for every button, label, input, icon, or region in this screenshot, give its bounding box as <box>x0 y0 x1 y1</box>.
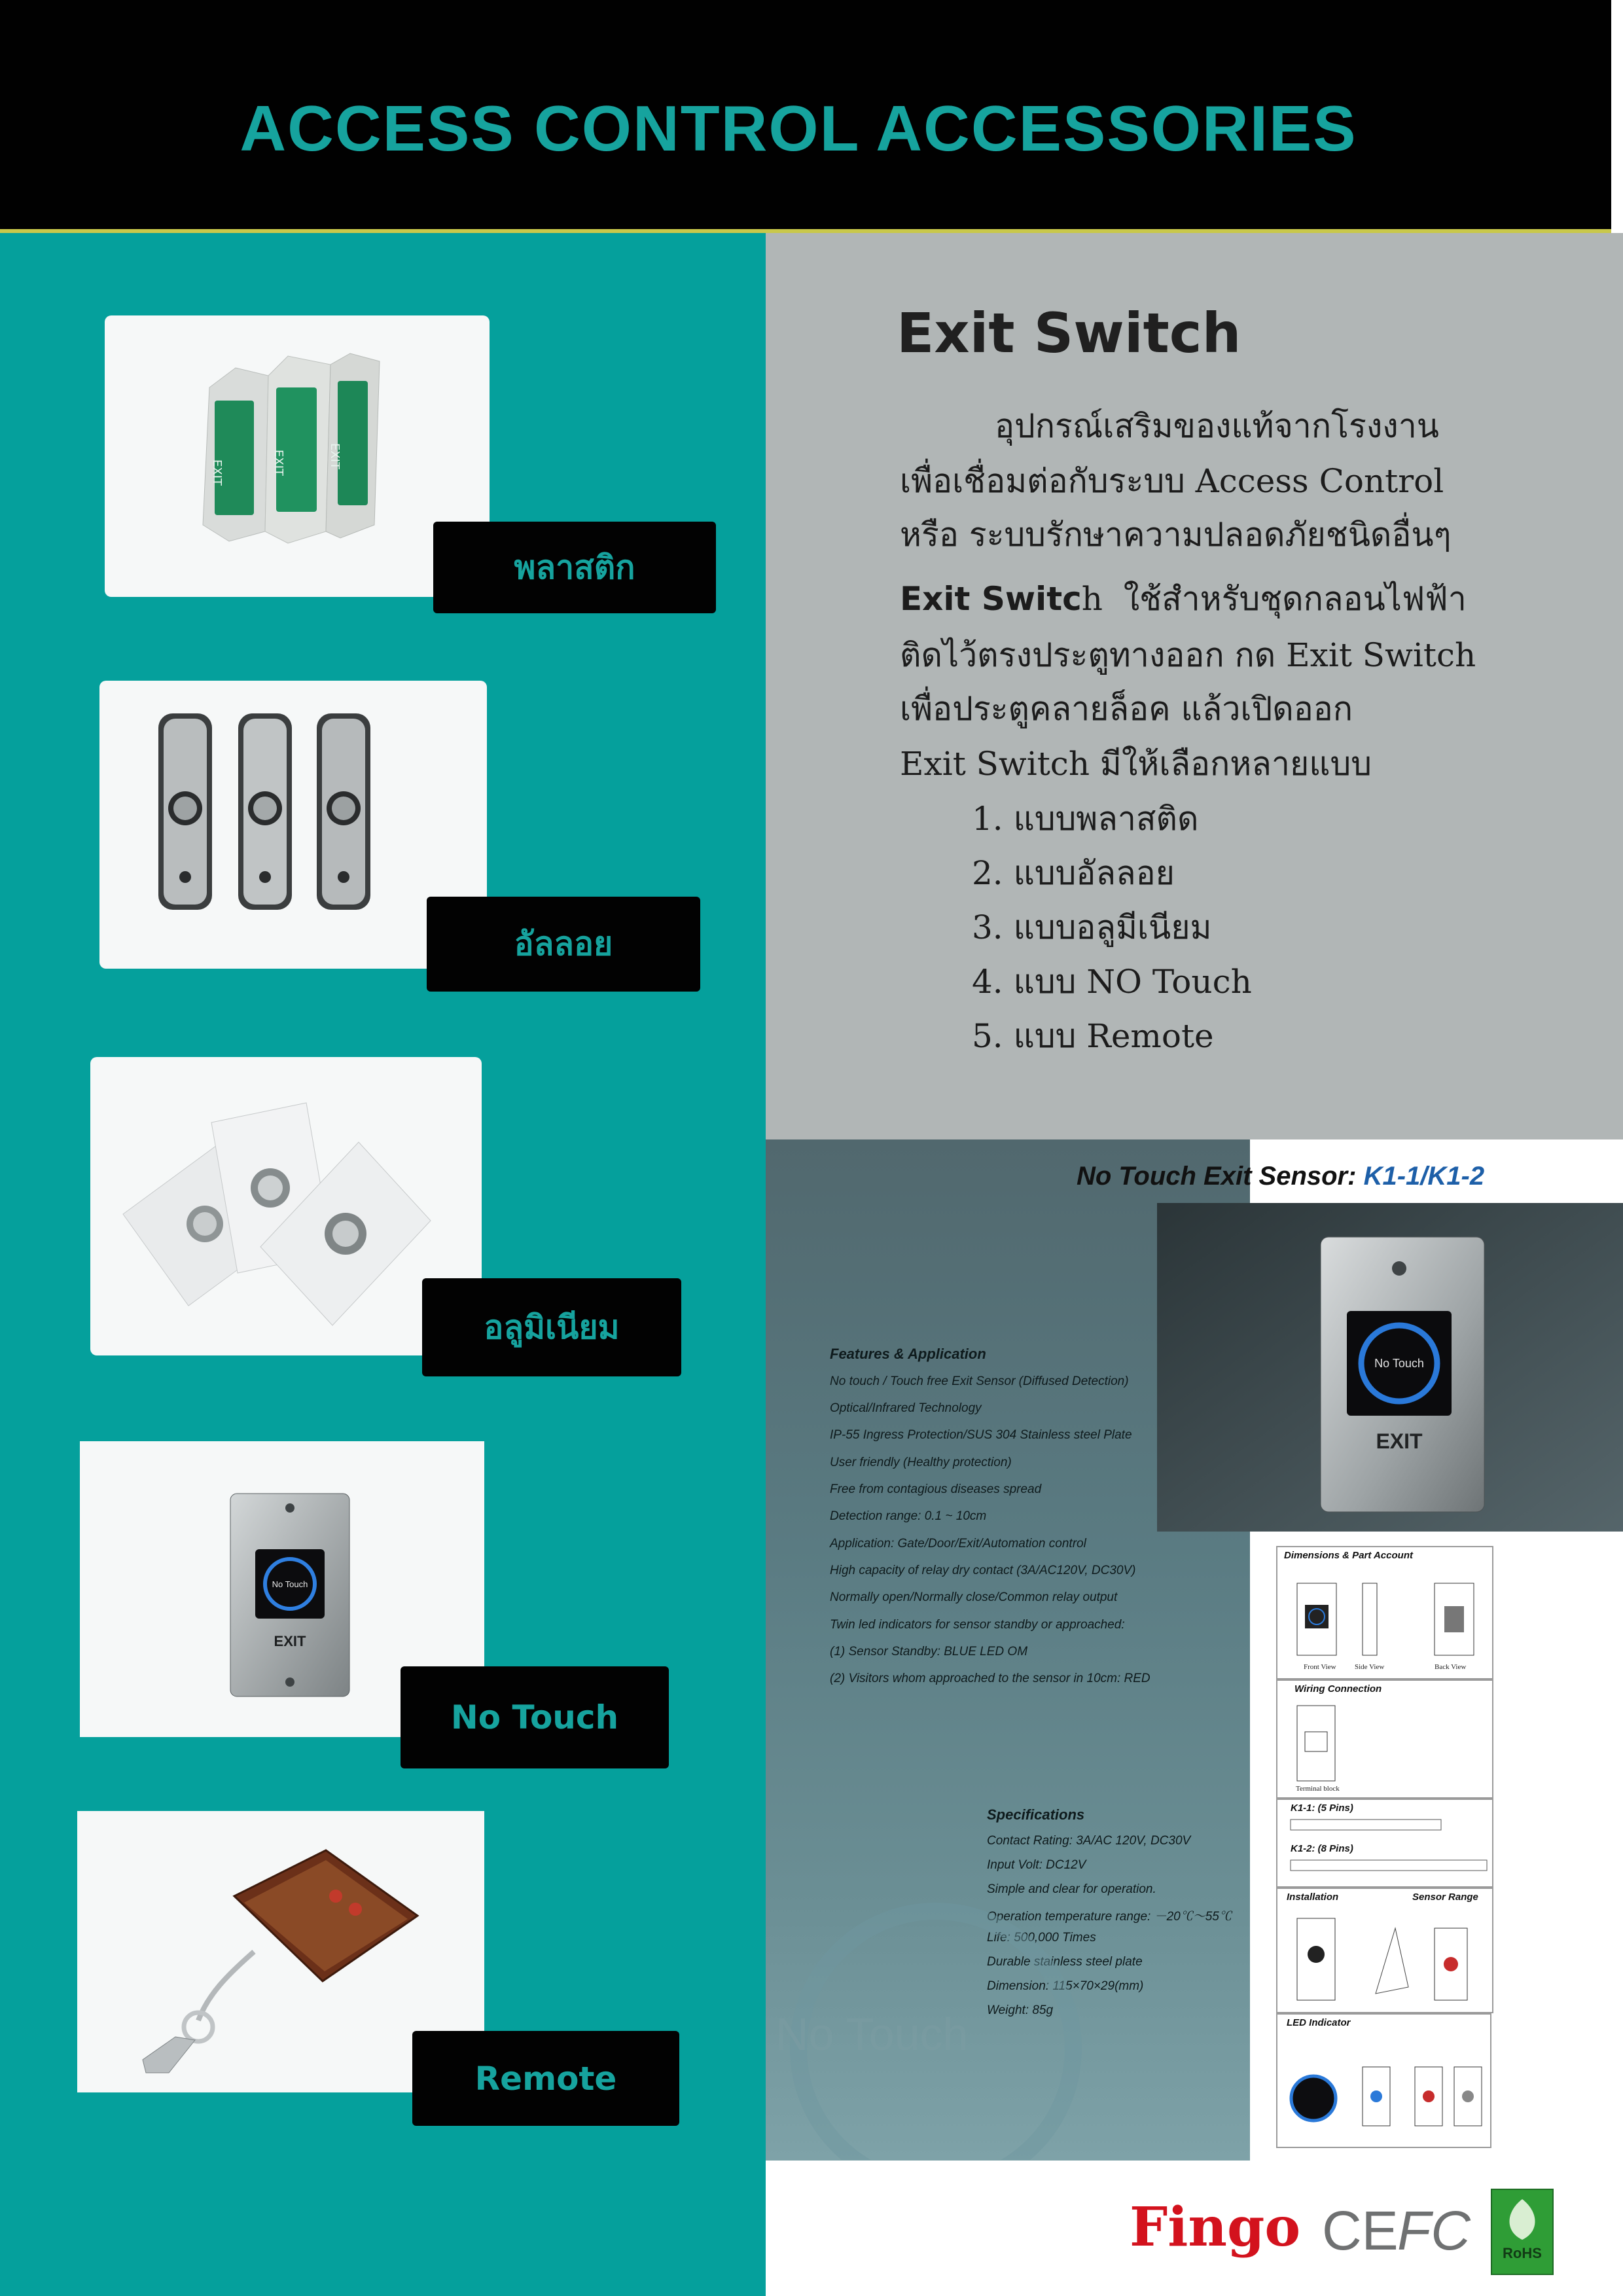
dimensions-diagram <box>1276 1546 1493 1679</box>
pins-k1-2: K1-2: (8 Pins) <box>1291 1843 1353 1854</box>
spec-item: Simple and clear for operation. <box>987 1882 1156 1896</box>
no-touch-watermark: No Touch <box>776 2009 969 2060</box>
description-line: ติดไว้ตรงประตูทางออก กด Exit Switch <box>900 636 1476 674</box>
installation-diagram <box>1276 1888 1493 2013</box>
spec-item: Operation temperature range: －20℃～55℃ <box>987 1910 1232 1924</box>
ce-mark: CE <box>1322 2200 1399 2261</box>
feature-item: User friendly (Healthy protection) <box>830 1456 1012 1469</box>
rohs-badge <box>1491 2189 1554 2275</box>
wiring-drawing <box>1277 1681 1492 1797</box>
plastic-exit-label: EXIT <box>328 443 342 470</box>
description-line: เพื่อเชื่อมต่อกับระบบ Access Control <box>900 462 1444 500</box>
bold-exit-switch: Exit Switc <box>900 580 1082 618</box>
dimensions-title: Dimensions & Part Account <box>1284 1550 1413 1561</box>
installation-drawing <box>1277 1889 1492 2012</box>
led-title: LED Indicator <box>1287 2017 1351 2028</box>
photo-button-text: No Touch <box>1374 1357 1424 1370</box>
feature-item: No touch / Touch free Exit Sensor (Diffused Detection) <box>830 1374 1129 1388</box>
view-label: Side View <box>1355 1663 1385 1671</box>
features-title: Features & Application <box>830 1346 986 1362</box>
spec-item: Input Volt: DC12V <box>987 1858 1086 1872</box>
description-line: เพื่อประตูคลายล็อค แล้วเปิดออก <box>900 690 1353 728</box>
exit-switch-tail: h <box>1081 580 1103 618</box>
spec-item: Contact Rating: 3A/AC 120V, DC30V <box>987 1834 1191 1848</box>
terminal-label: Terminal block <box>1296 1785 1340 1793</box>
specifications-title: Specifications <box>987 1806 1085 1823</box>
led-indicator-diagram <box>1276 2013 1491 2148</box>
pins-k1-1: K1-1: (5 Pins) <box>1291 1803 1353 1814</box>
feature-item: (2) Visitors whom approached to the sensor in 10cm: RED <box>830 1672 1150 1685</box>
spec-item: Life: 500,000 Times <box>987 1931 1096 1945</box>
feature-item: Optical/Infrared Technology <box>830 1401 982 1415</box>
description-text: ใช้สำหรับชุดกลอนไฟฟ้า <box>1123 580 1467 618</box>
feature-item: Application: Gate/Door/Exit/Automation control <box>830 1537 1086 1551</box>
view-label: Back View <box>1435 1663 1467 1671</box>
feature-item: Detection range: 0.1 ~ 10cm <box>830 1509 987 1523</box>
page-title: ACCESS CONTROL ACCESSORIES <box>240 92 1357 164</box>
product-label-plastic: พลาสติก <box>433 522 716 613</box>
product-card-plastic <box>105 315 490 597</box>
photo-exit-text: EXIT <box>1376 1429 1423 1453</box>
rohs-text: RoHS <box>1503 2245 1542 2261</box>
sensor-photo <box>1157 1203 1623 1532</box>
spec-item: Durable stainless steel plate <box>987 1955 1143 1969</box>
plastic-exit-label: EXIT <box>210 459 224 486</box>
no-touch-exit-text: EXIT <box>274 1633 306 1649</box>
type-item: 1. แบบพลาสติด <box>972 800 1199 838</box>
sensor-heading-text: No Touch Exit Sensor: <box>1077 1162 1364 1191</box>
view-label: Front View <box>1304 1663 1336 1671</box>
spec-item: Dimension: 115×70×29(mm) <box>987 1979 1144 1993</box>
led-drawing <box>1277 2015 1490 2147</box>
fingo-logo: Fingo <box>1130 2196 1301 2259</box>
sensor-range-title: Sensor Range <box>1412 1892 1478 1903</box>
exit-switch-title: Exit Switch <box>897 301 1241 365</box>
type-item: 4. แบบ NO Touch <box>972 963 1252 1001</box>
sensor-model: K1-1/K1-2 <box>1363 1162 1485 1191</box>
no-touch-button-text: No Touch <box>272 1579 308 1589</box>
product-label-no-touch: No Touch <box>401 1666 669 1768</box>
spec-item: Weight: 85g <box>987 2003 1054 2017</box>
wiring-title: Wiring Connection <box>1294 1683 1382 1695</box>
feature-item: High capacity of relay dry contact (3A/AC120V, DC30V) <box>830 1564 1136 1577</box>
product-label-alloy: อัลลอย <box>427 897 700 992</box>
dimensions-drawing <box>1277 1547 1492 1678</box>
pins-diagram <box>1276 1799 1493 1888</box>
plastic-switch-image <box>105 315 490 597</box>
wiring-diagram <box>1276 1679 1493 1799</box>
feature-item: Twin led indicators for sensor standby or approached: <box>830 1618 1125 1632</box>
product-label-aluminium: อลูมิเนียม <box>422 1278 681 1376</box>
feature-item: Normally open/Normally close/Common relay output <box>830 1590 1118 1604</box>
sensor-photo-image <box>1157 1203 1623 1532</box>
pins-drawing <box>1277 1800 1492 1886</box>
type-item: 2. แบบอัลลอย <box>972 854 1175 892</box>
type-item: 5. แบบ Remote <box>972 1017 1214 1055</box>
plastic-exit-label: EXIT <box>272 450 285 476</box>
description-line: หรือ ระบบรักษาความปลอดภัยชนิดอื่นๆ <box>900 516 1452 554</box>
sensor-heading <box>1077 1162 1484 1191</box>
feature-item: (1) Sensor Standby: BLUE LED OM <box>830 1645 1028 1659</box>
installation-title: Installation <box>1287 1892 1339 1903</box>
product-label-remote: Remote <box>412 2031 679 2126</box>
decorative-ring <box>766 1833 1132 2160</box>
description-line: อุปกรณ์เสริมของแท้จากโรงงาน <box>995 407 1439 445</box>
description-line-exit-switch <box>900 573 1467 625</box>
description-line: Exit Switch มีให้เลือกหลายแบบ <box>900 745 1372 783</box>
leaf-icon <box>1492 2193 1552 2245</box>
feature-item: IP-55 Ingress Protection/SUS 304 Stainless steel Plate <box>830 1428 1132 1442</box>
feature-item: Free from contagious diseases spread <box>830 1482 1042 1496</box>
type-item: 3. แบบอลูมีเนียม <box>972 908 1212 946</box>
fcc-mark: FC <box>1397 2200 1471 2261</box>
